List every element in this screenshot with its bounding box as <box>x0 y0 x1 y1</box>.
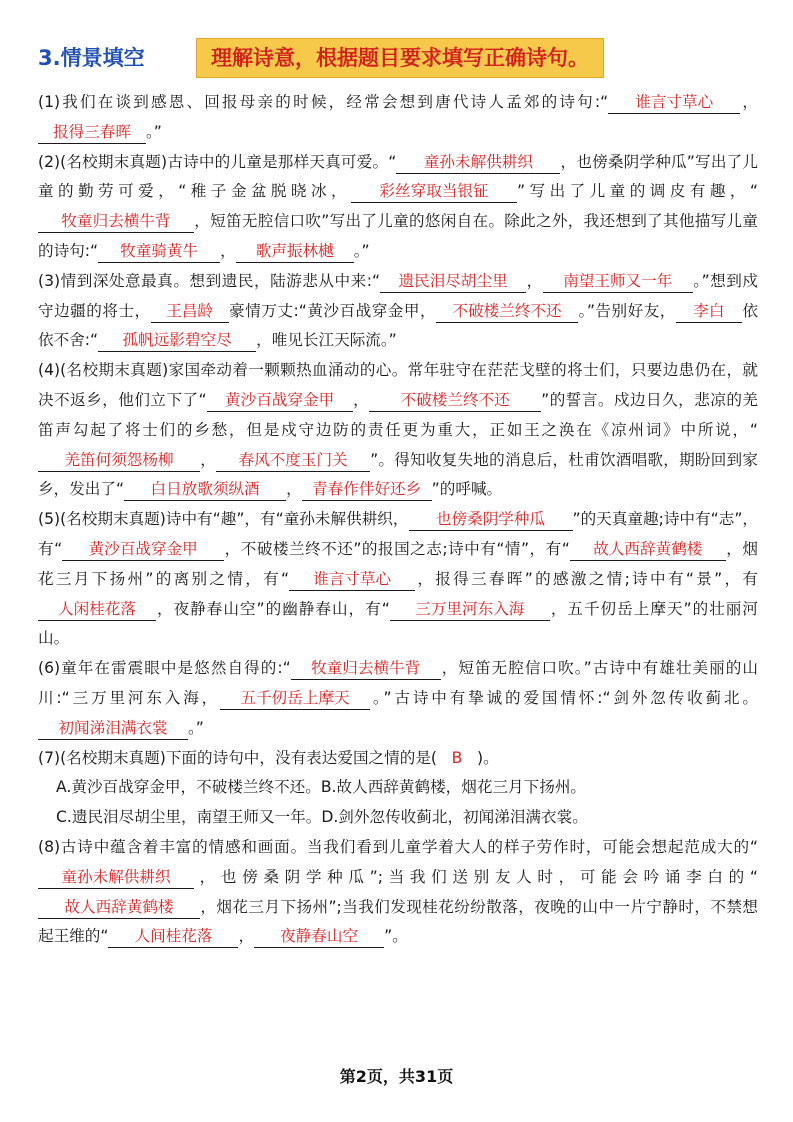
question-list <box>38 88 758 952</box>
answer-blank: 故人西辞黄鹤楼 <box>38 896 200 919</box>
question-8: (8)古诗中蕴含着丰富的情感和画面。当我们看到儿童学着大人的样子劳作时，可能会想起范成大的“童孙未解供耕织 ，也傍桑阴学种瓜”;当我们送别友人时，可能会吟诵李白的“故人西辞黄鹤楼 ，烟花三月下扬州”;当我们发现桂花纷纷散落，夜晚的山中一片宁静时，不禁想起王维的“ 人间桂花落 ， 夜静春山空 ”。 <box>38 833 758 952</box>
question-6: (6)童年在雷震眼中是悠然自得的:“ 牧童归去横牛背 ，短笛无腔信口吹。”古诗中有雄壮美丽的山川:“三万里河东入海， 五千仞岳上摩天 。”古诗中有挚诚的爱国情怀:“剑外忽传收蓟北。初闻涕泪满衣裳 。” <box>38 654 758 743</box>
answer-blank: 黄沙百战穿金甲 <box>62 538 224 561</box>
answer-blank: 童孙未解供耕织 <box>396 151 560 174</box>
section-header <box>38 38 758 78</box>
answer-blank: 牧童骑黄牛 <box>98 240 220 263</box>
instruction-banner: 理解诗意，根据题目要求填写正确诗句。 <box>196 38 604 78</box>
answer-blank: 不破楼兰终不还 <box>436 300 578 323</box>
answer-blank: 孤帆远影碧空尽 <box>98 329 256 352</box>
answer-blank: 彩丝穿取当银钲 <box>351 180 517 203</box>
question-5: (5)(名校期末真题)诗中有“趣”，有“童孙未解供耕织， 也傍桑阴学种瓜 ”的天真童趣;诗中有“志”，有“ 黄沙百战穿金甲 ，不破楼兰终不还”的报国之志;诗中有“情”，有“ 故人西辞黄鹤楼 ，烟花三月下扬州”的离别之情，有“ 谁言寸草心 ，报得三春晖”的感激之情;诗中有“景”，有人闲桂花落 ，夜静春山空”的幽静春山，有“ 三万里河东入海 ，五千仞岳上摩天”的壮丽河山。 <box>38 510 758 648</box>
answer-blank: 报得三春晖 <box>38 121 146 144</box>
answer-blank: 五千仞岳上摩天 <box>220 687 370 710</box>
section-title: 3.情景填空 <box>38 46 145 70</box>
answer-blank: 不破楼兰终不还 <box>369 389 541 412</box>
answer-blank: 谁言寸草心 <box>608 91 740 114</box>
answer-blank: 人间桂花落 <box>108 925 238 948</box>
answer-blank: 黄沙百战穿金甲 <box>207 389 353 412</box>
answer-blank: 也傍桑阴学种瓜 <box>409 508 573 531</box>
answer-blank: 南望王师又一年 <box>543 270 693 293</box>
answer-blank: 谁言寸草心 <box>289 568 415 591</box>
answer-blank: 青春作伴好还乡 <box>302 478 432 501</box>
question-3: (3)情到深处意最真。想到遗民，陆游悲从中来:“ 遗民泪尽胡尘里 ， 南望王师又一年 。”想到戍守边疆的将士， 王昌龄 豪情万丈:“黄沙百战穿金甲， 不破楼兰终不还 。”告别好友， 李白 依依不舍:“ 孤帆远影碧空尽 ，唯见长江天际流。” <box>38 267 758 356</box>
answer-blank: 夜静春山空 <box>254 925 384 948</box>
answer-blank: 遗民泪尽胡尘里 <box>380 270 526 293</box>
answer-blank: 故人西辞黄鹤楼 <box>570 538 726 561</box>
question-4: (4)(名校期末真题)家国牵动着一颗颗热血涌动的心。常年驻守在茫茫戈壁的将士们，只要边患仍在，就决不返乡，他们立下了“ 黄沙百战穿金甲 ， 不破楼兰终不还 ”的誓言。戍边日久，悲凉的羌笛声勾起了将士们的乡愁，但是戍守边防的责任更为重大，正如王之涣在《凉州词》中所说，“羌笛何须怨杨柳 ， 春风不度玉门关 ”。得知收复失地的消息后，杜甫饮酒唱歌，期盼回到家乡，发出了“ 白日放歌须纵酒 ， 青春作伴好还乡 ”的呼喊。 <box>38 356 758 505</box>
answer-blank: 初闻涕泪满衣裳 <box>38 717 188 740</box>
question-7: (7)(名校期末真题)下面的诗句中，没有表达爱国之情的是( B )。 <box>38 748 499 767</box>
answer-blank: 羌笛何须怨杨柳 <box>38 449 200 472</box>
option-line-1: A.黄沙百战穿金甲，不破楼兰终不还。B.故人西辞黄鹤楼，烟花三月下扬州。 <box>56 778 587 797</box>
question-2: (2)(名校期末真题)古诗中的儿童是那样天真可爱。“ 童孙未解供耕织 ，也傍桑阴学种瓜”写出了儿童的勤劳可爱，“稚子金盆脱晓冰， 彩丝穿取当银钲 ”写出了儿童的调皮有趣，“牧童归去横牛背 ，短笛无腔信口吹”写出了儿童的悠闲自在。除此之外，我还想到了其他描写儿童的诗句:“ 牧童骑黄牛 ， 歌声振林樾 。” <box>38 148 758 267</box>
answer-blank: 春风不度玉门关 <box>216 449 370 472</box>
answer-blank: 童孙未解供耕织 <box>38 866 194 889</box>
answer-blank: B <box>451 748 463 767</box>
page-number: 第2页，共31页 <box>339 1067 454 1086</box>
answer-blank: 李白 <box>676 300 742 323</box>
option-line-2: C.遗民泪尽胡尘里，南望王师又一年。D.剑外忽传收蓟北，初闻涕泪满衣裳。 <box>56 808 588 827</box>
answer-blank: 牧童归去横牛背 <box>291 657 441 680</box>
answer-blank: 三万里河东入海 <box>390 598 550 621</box>
question-1: (1)我们在谈到感恩、回报母亲的时候，经常会想到唐代诗人孟郊的诗句:“ 谁言寸草心 ，报得三春晖 。” <box>38 88 758 148</box>
answer-blank: 人闲桂花落 <box>38 598 156 621</box>
answer-blank: 白日放歌须纵酒 <box>124 478 286 501</box>
answer-blank: 王昌龄 <box>151 300 229 323</box>
answer-blank: 歌声振林樾 <box>236 240 354 263</box>
answer-blank: 牧童归去横牛背 <box>38 210 194 233</box>
